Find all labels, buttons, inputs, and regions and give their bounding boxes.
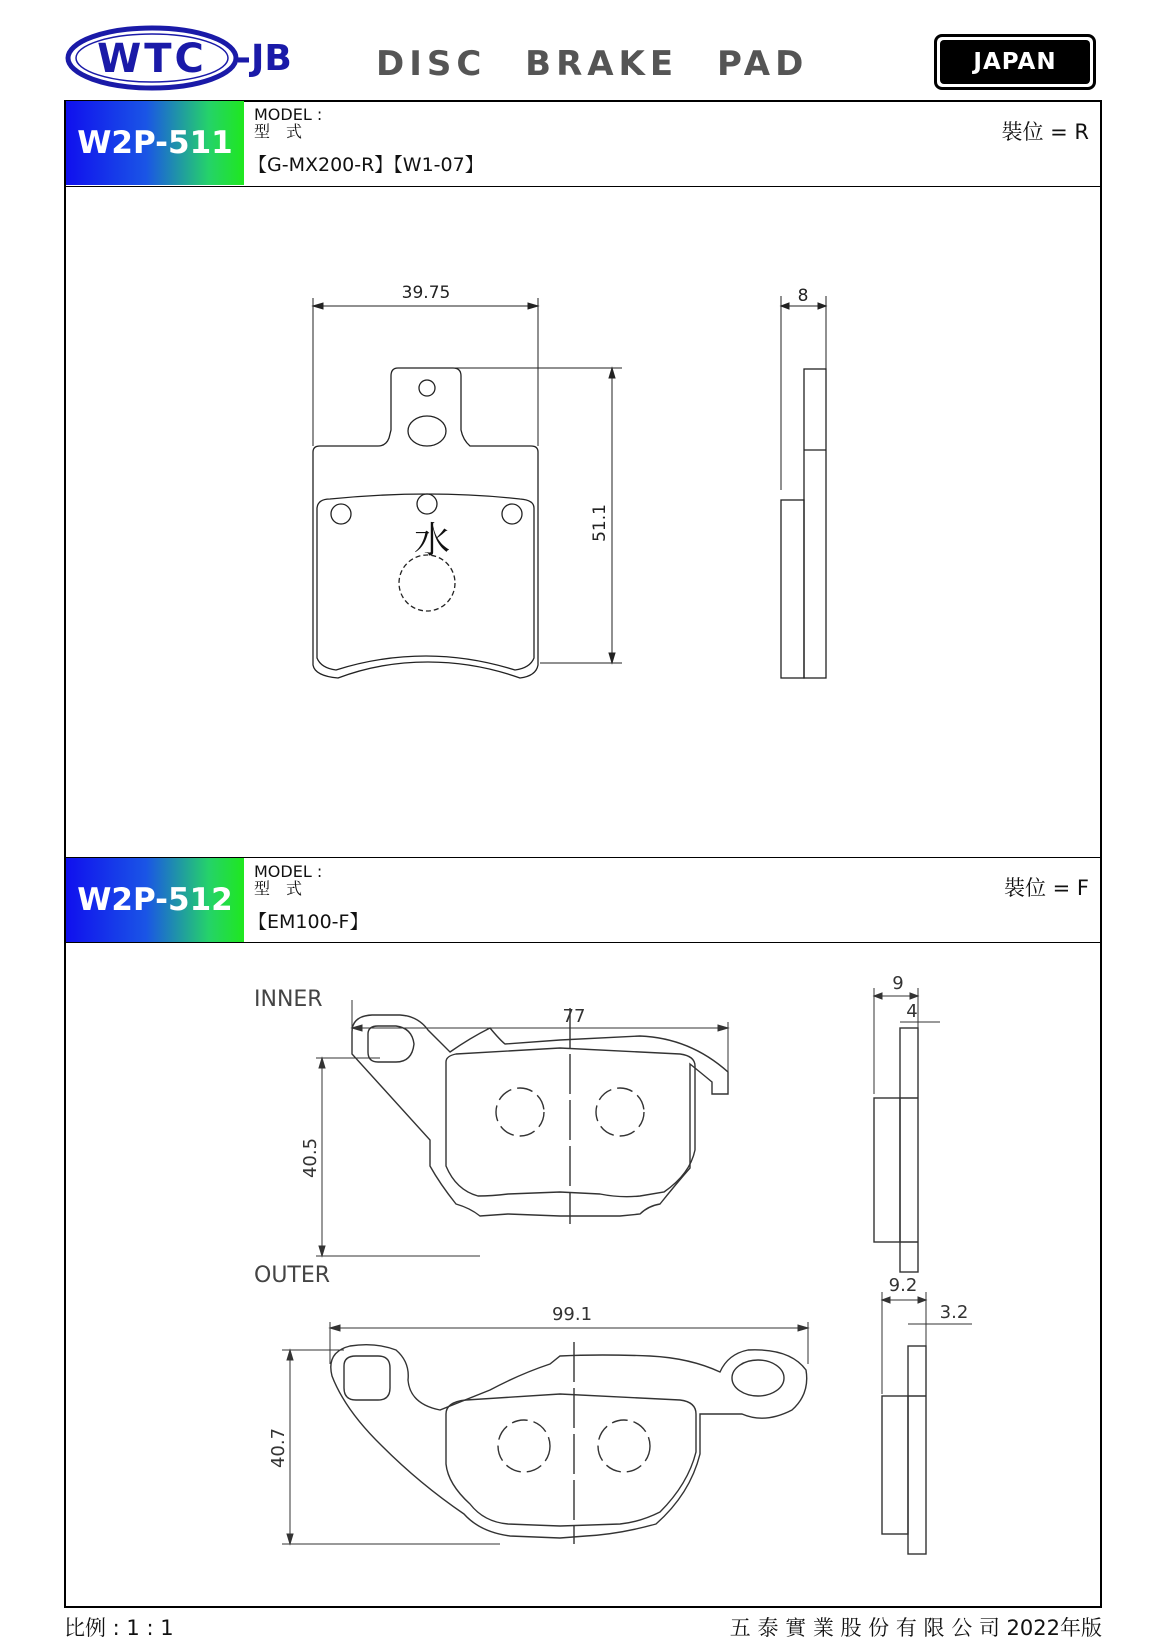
country-badge-label: JAPAN xyxy=(940,40,1090,84)
outer-mount-hole-left xyxy=(344,1356,390,1400)
scale-note: 比例 : 1 : 1 xyxy=(64,1616,174,1640)
label-outer: OUTER xyxy=(254,1263,331,1288)
outer-mount-hole-right xyxy=(732,1360,784,1396)
stamp-mark: 水 xyxy=(413,520,451,561)
mount-slot xyxy=(408,416,446,446)
outer-dim-backplate: 3.2 xyxy=(939,1302,969,1323)
model-list: 【G-MX200-R】【W1-07】 xyxy=(248,154,484,176)
inner-side-friction xyxy=(874,1098,900,1242)
company-name: 五 泰 實 業 股 份 有 限 公 司 2022年版 xyxy=(729,1616,1102,1640)
page-title: DISC BRAKE PAD xyxy=(376,44,809,84)
dim-height: 51.1 xyxy=(590,504,610,542)
inner-pin-hole xyxy=(596,1088,644,1136)
pin-hole xyxy=(502,504,522,524)
product-code: W2P-512 xyxy=(66,858,244,942)
label-inner: INNER xyxy=(254,987,323,1012)
mount-position: 裝位 = R xyxy=(1001,120,1089,144)
center-relief xyxy=(399,555,455,611)
product-code: W2P-511 xyxy=(66,101,244,185)
model-label-en: MODEL : xyxy=(254,105,323,124)
outer-dim-width: 99.1 xyxy=(551,1304,593,1325)
inner-side-backplate xyxy=(900,1028,918,1272)
outer-dim-thickness: 9.2 xyxy=(888,1275,918,1296)
inner-pin-hole xyxy=(496,1088,544,1136)
inner-dim-width: 77 xyxy=(562,1006,586,1027)
inner-dim-thickness: 9 xyxy=(892,973,904,994)
outer-pin-hole xyxy=(498,1420,550,1472)
outer-pin-hole xyxy=(598,1420,650,1472)
dim-width: 39.75 xyxy=(401,283,451,303)
model-list: 【EM100-F】 xyxy=(248,911,369,933)
logo-suffix: -JB xyxy=(236,38,292,79)
model-label-en: MODEL : xyxy=(254,862,323,881)
inner-dim-backplate: 4 xyxy=(906,1001,918,1022)
mount-position: 裝位 = F xyxy=(1003,876,1089,900)
pad-drawing-w2p-512 xyxy=(0,944,1165,1564)
outer-dim-height: 40.7 xyxy=(268,1427,289,1469)
pin-hole xyxy=(331,504,351,524)
pin-hole xyxy=(417,494,437,514)
logo-text: WTC xyxy=(97,36,207,82)
divider xyxy=(64,942,1102,943)
dim-thickness: 8 xyxy=(797,286,809,306)
side-view-friction xyxy=(781,500,804,678)
inner-dim-height: 40.5 xyxy=(300,1137,321,1179)
model-label-zh: 型 式 xyxy=(254,122,303,141)
outer-friction-outline xyxy=(446,1394,696,1526)
outer-backplate-outline xyxy=(331,1345,807,1538)
side-view-backplate xyxy=(804,369,826,678)
outer-side-friction xyxy=(882,1396,908,1534)
mount-hole xyxy=(419,380,435,396)
outer-side-backplate xyxy=(908,1346,926,1554)
model-label-zh: 型 式 xyxy=(254,879,303,898)
inner-mount-hole xyxy=(368,1026,414,1062)
